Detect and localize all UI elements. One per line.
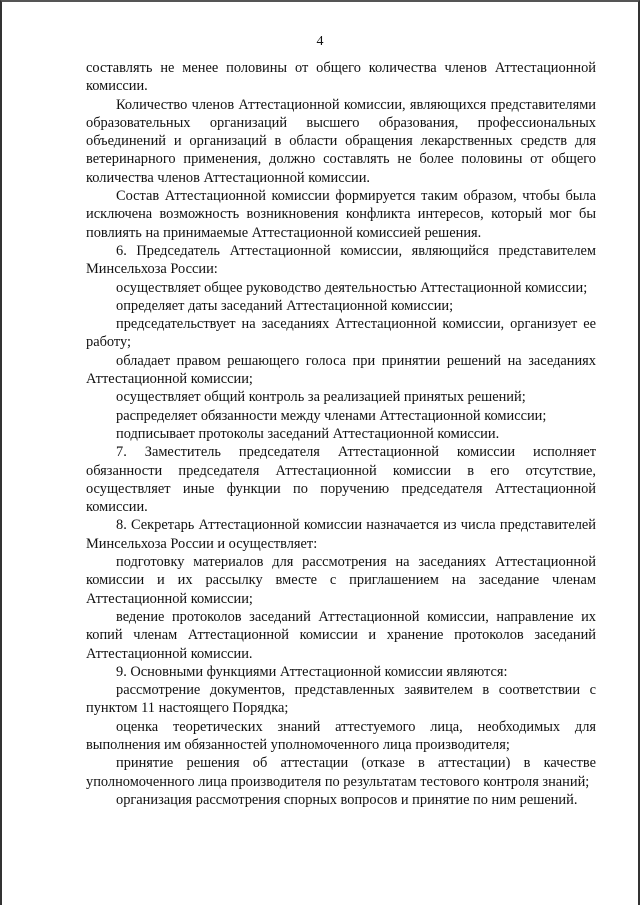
paragraph: подписывает протоколы заседаний Аттестационной комиссии.: [116, 425, 500, 442]
paragraph: осуществляет общий контроль за реализацией принятых решений;: [116, 389, 526, 406]
paragraph: Состав Аттестационной комиссии формируется таким образом, чтобы была исключена возможность возникновения конфликта интересов, который мог бы повлиять на принимаемые Аттестационной комиссией решения.: [86, 188, 596, 241]
paragraph: 9. Основными функциями Аттестационной комиссии являются:: [116, 663, 508, 680]
document-body: [86, 59, 596, 809]
paragraph: подготовку материалов для рассмотрения на заседаниях Аттестационной комиссии и их рассылку вместе с приглашением на заседание членам Аттестационной комиссии;: [86, 554, 596, 607]
paragraph: оценка теоретических знаний аттестуемого лица, необходимых для выполнения им обязанностей уполномоченного лица производителя;: [86, 718, 596, 753]
paragraph: 8. Секретарь Аттестационной комиссии назначается из числа представителей Минсельхоза России и осуществляет:: [86, 517, 596, 552]
paragraph: председательствует на заседаниях Аттестационной комиссии, организует ее работу;: [86, 316, 596, 351]
paragraph: ведение протоколов заседаний Аттестационной комиссии, направление их копий членам Аттестационной комиссии и хранение протоколов заседаний Аттестационной комиссии.: [86, 608, 596, 662]
paragraph: организация рассмотрения спорных вопросов и принятие по ним решений.: [116, 791, 578, 808]
paragraph: определяет даты заседаний Аттестационной комиссии;: [116, 297, 454, 314]
paragraph: осуществляет общее руководство деятельностью Аттестационной комиссии;: [116, 279, 588, 296]
paragraph: составлять не менее половины от общего количества членов Аттестационной комиссии.: [86, 60, 596, 95]
paragraph: принятие решения об аттестации (отказе в аттестации) в качестве уполномоченного лица производителя по результатам тестового контроля знаний;: [86, 755, 596, 790]
paragraph: обладает правом решающего голоса при принятии решений на заседаниях Аттестационной комиссии;: [86, 352, 596, 388]
paragraph: рассмотрение документов, представленных заявителем в соответствии с пунктом 11 настоящего Порядка;: [86, 682, 596, 717]
page-number: 4: [316, 34, 324, 49]
paragraph: распределяет обязанности между членами Аттестационной комиссии;: [116, 407, 547, 424]
paragraph: Количество членов Аттестационной комиссии, являющихся представителями образовательных организаций высшего образования, профессиональных объединений и организаций в области обращения лекарственных средств для ветеринарного применения, должно составлять не более половины от общего количества членов Аттестационной комиссии.: [86, 96, 596, 186]
paragraph: 7. Заместитель председателя Аттестационной комиссии исполняет обязанности председателя Аттестационной комиссии в его отсутствие, осуществляет иные функции по поручению председателя Аттестационной комиссии.: [86, 444, 596, 516]
paragraph: 6. Председатель Аттестационной комиссии, являющийся представителем Минсельхоза России:: [86, 242, 596, 278]
